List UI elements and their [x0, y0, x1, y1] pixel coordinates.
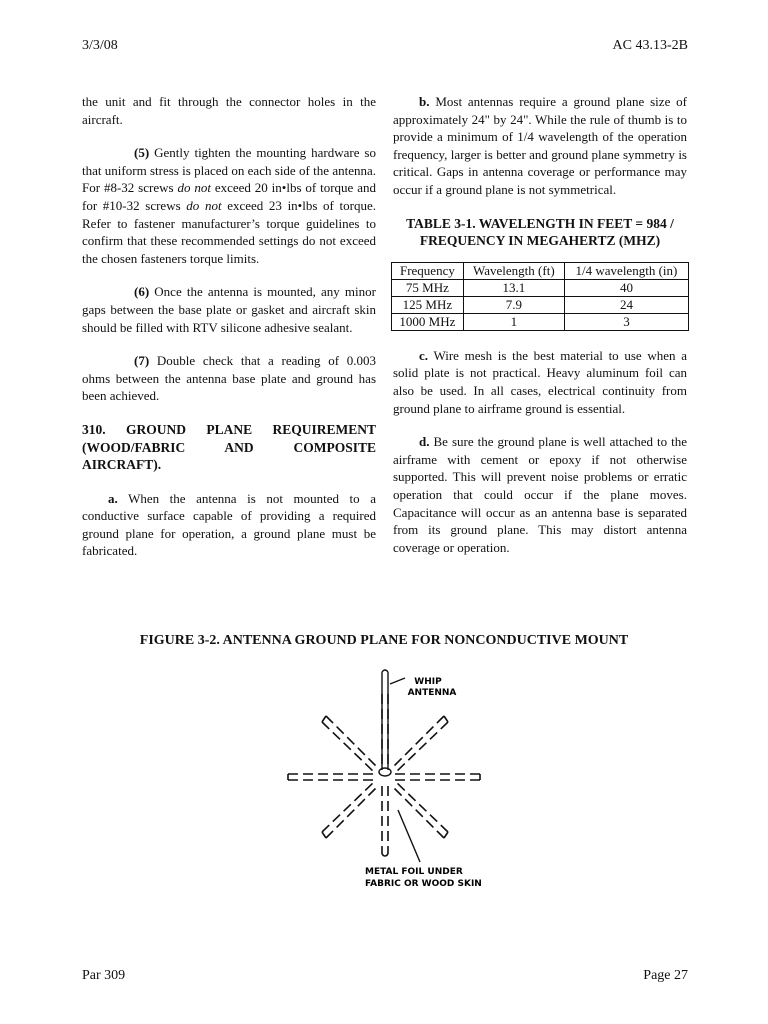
figure-title: FIGURE 3-2. ANTENNA GROUND PLANE FOR NONCONDUCTIVE MOUNT — [139, 633, 629, 648]
header-doc-id: AC 43.13-2B — [612, 38, 688, 53]
table-cell: 125 MHz — [392, 296, 464, 313]
foil-leader-line — [398, 810, 420, 862]
wavelength-table — [391, 262, 689, 331]
whip-antenna-label: ANTENNA — [407, 688, 457, 698]
whip-leader-line — [390, 678, 405, 684]
paragraph-6: (6) Once the antenna is mounted, any minor gaps between the base plate or gasket and aircraft skin should be filled with RTV silicone adhesive sealant. — [82, 284, 376, 335]
item-label-b: b. — [419, 94, 430, 109]
paragraph-a: a. When the antenna is not mounted to a conductive surface capable of providing a required ground plane for operation, a ground plane must be fabricated. — [82, 490, 376, 559]
section-heading-310: 310. GROUND PLANE REQUIREMENT (WOOD/FABRIC AND COMPOSITE AIRCRAFT). — [82, 421, 376, 473]
item-number-7: (7) — [134, 353, 150, 369]
paragraph-b: b. Most antennas require a ground plane size of approximately 24" by 24". While the rule of thumb is to provide a minimum of 1/4 wavelength of the operation frequency, larger is better and ground plane symmetry is critical. Gaps in antenna coverage or performance may occur if a ground plane is not symmetrical. — [393, 94, 687, 197]
whip-antenna — [382, 670, 388, 770]
ground-plane-diagram — [270, 664, 500, 894]
whip-antenna-label: WHIP — [414, 677, 442, 687]
foil-strip-southeast — [392, 782, 448, 838]
item-label-a: a. — [108, 490, 118, 506]
paragraph-c: c. Wire mesh is the best material to use when a solid plate is not practical. Heavy aluminum foil can also be used. In all cases, electrical continuity from ground plane to airframe ground is essential. — [393, 347, 687, 416]
paragraph-7: (7) Double check that a reading of 0.003 ohms between the antenna base plate and ground has been achieved. — [82, 353, 376, 404]
paragraph-d: d. Be sure the ground plane is well attached to the airframe with cement or epoxy if not otherwise supported. This will prevent noise problems or erratic operation that could occur if the plane moves. Capacitance will occur as an antenna base is separated from its ground plane. This may distort antenna coverage or operation. — [393, 434, 687, 555]
foil-strip-northwest — [322, 716, 378, 772]
foil-strip-southwest — [322, 782, 378, 838]
table-cell: 24 — [564, 296, 688, 313]
table-header-cell: Frequency — [392, 262, 464, 279]
table-cell: 7.9 — [463, 296, 564, 313]
table-cell: 1000 MHz — [392, 313, 464, 330]
table-header-cell: Wavelength (ft) — [463, 262, 564, 279]
table-cell: 13.1 — [463, 279, 564, 296]
table-header-cell: 1/4 wavelength (in) — [564, 262, 688, 279]
foil-strip-northeast — [392, 716, 448, 772]
foil-strip-south — [382, 786, 388, 854]
paragraph-continuation: the unit and fit through the connector holes in the aircraft. — [82, 94, 376, 127]
paragraph-5: (5) Gently tighten the mounting hardware so that uniform stress is placed on each side of the antenna. For #8-32 screws do not exceed 20 in•lbs of torque and for #10-32 screws do not exceed 23 in•lbs of torque. Refer to fastener manufacturer’s torque guidelines to confirm that these recommended settings do not exceed the chosen fasteners torque limits. — [82, 145, 376, 266]
table-title: TABLE 3-1. WAVELENGTH IN FEET = 984 / FREQUENCY IN MEGAHERTZ (MHZ) — [406, 215, 674, 249]
foil-strip-east — [395, 774, 480, 780]
foil-strip-north — [382, 694, 388, 764]
right-column — [393, 93, 687, 572]
table-cell: 40 — [564, 279, 688, 296]
item-number-6: (6) — [134, 284, 150, 300]
item-label-c: c. — [419, 347, 429, 363]
metal-foil-label: METAL FOIL UNDER — [365, 867, 463, 877]
item-label-d: d. — [419, 434, 430, 450]
footer-page-number: Page 27 — [643, 968, 688, 983]
antenna-base — [379, 768, 391, 776]
item-number-5: (5) — [134, 145, 150, 161]
header-date: 3/3/08 — [82, 38, 118, 53]
table-cell: 1 — [463, 313, 564, 330]
emphasis: do not — [177, 180, 211, 196]
table-row — [392, 279, 689, 296]
metal-foil-label: FABRIC OR WOOD SKIN — [365, 879, 482, 889]
table-row — [392, 296, 689, 313]
table-header-row — [392, 262, 689, 279]
table-row — [392, 313, 689, 330]
emphasis: do not — [186, 197, 222, 213]
foil-strip-west — [288, 774, 375, 780]
table-cell: 3 — [564, 313, 688, 330]
left-column — [82, 93, 376, 576]
footer-paragraph-ref: Par 309 — [82, 968, 126, 983]
table-cell: 75 MHz — [392, 279, 464, 296]
